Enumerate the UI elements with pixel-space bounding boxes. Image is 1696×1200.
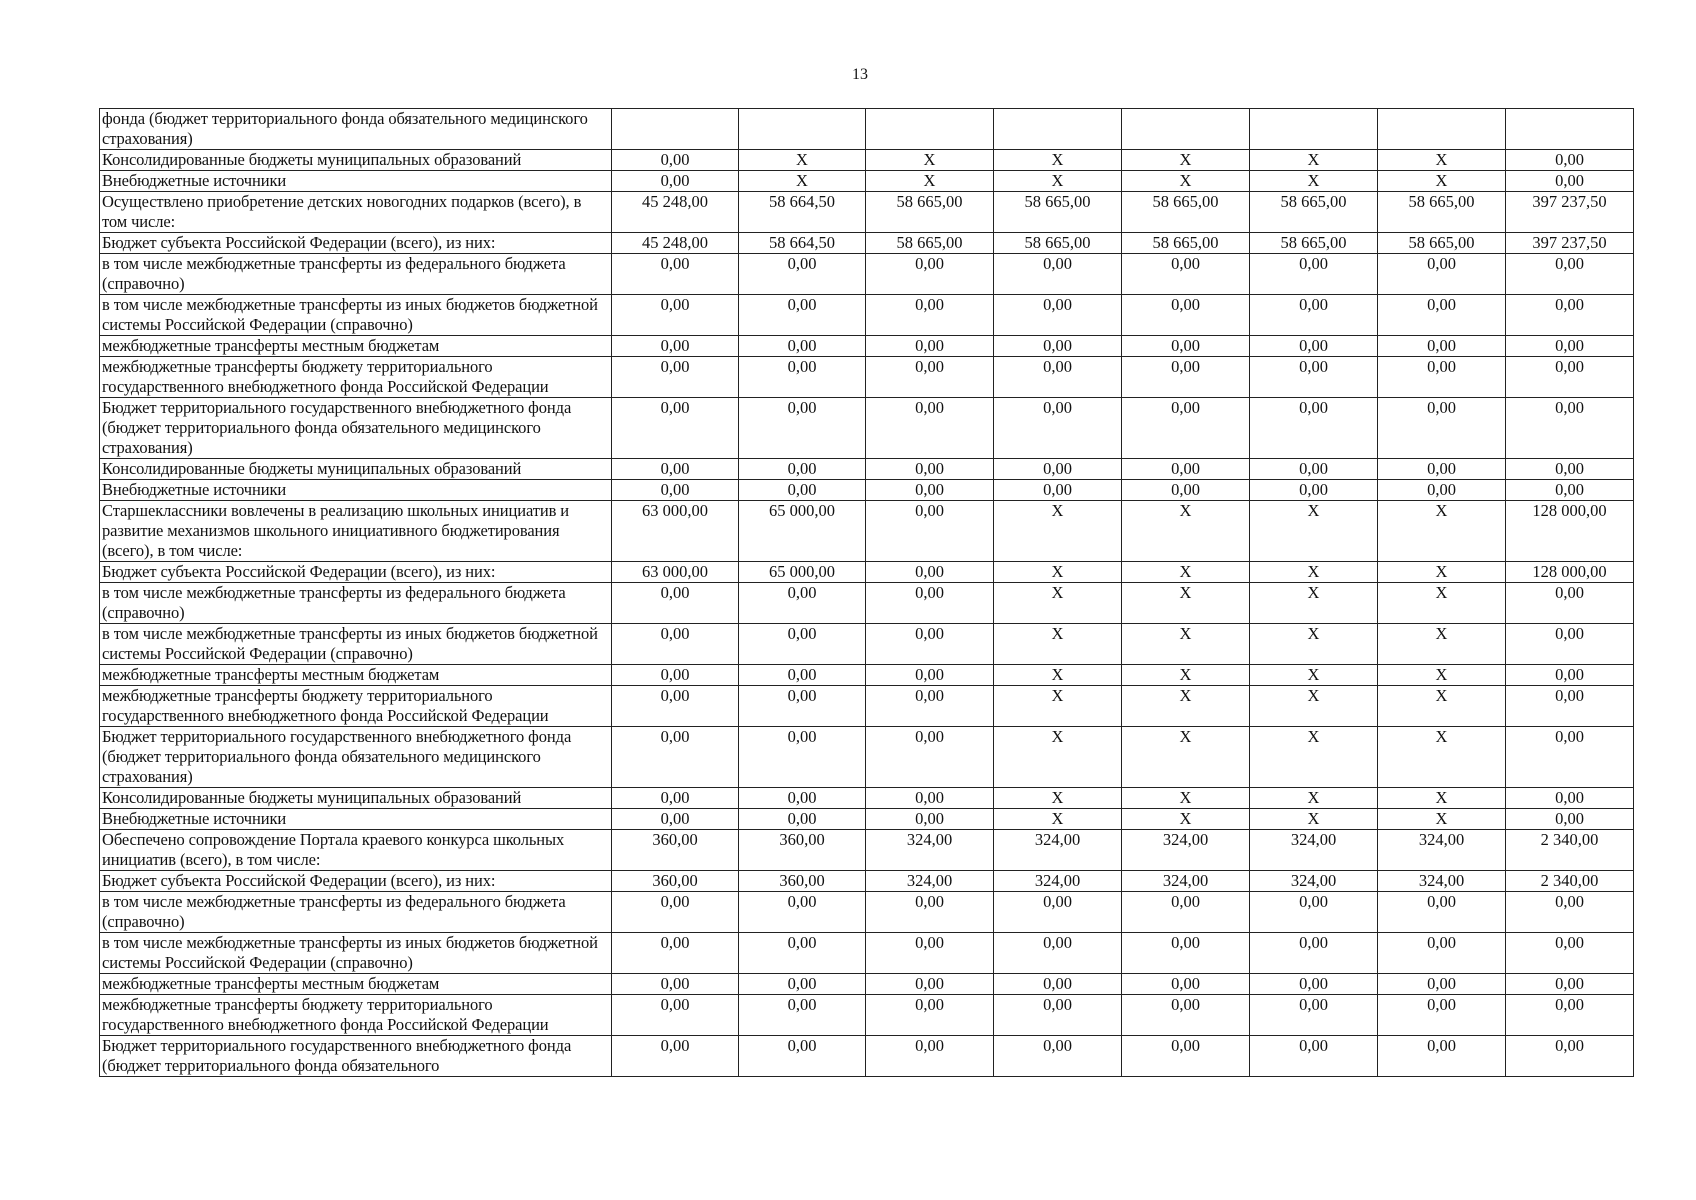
value-cell: 0,00 [612,892,739,933]
value-cell: X [994,624,1122,665]
value-cell: 0,00 [1122,398,1250,459]
table-row [100,150,1634,171]
value-cell: 0,00 [1506,727,1634,788]
value-cell: 324,00 [1250,830,1378,871]
value-cell: 0,00 [866,892,994,933]
value-cell: 360,00 [612,871,739,892]
value-cell: 0,00 [1506,974,1634,995]
value-cell: 0,00 [1378,995,1506,1036]
value-cell: 0,00 [612,995,739,1036]
row-label: Консолидированные бюджеты муниципальных образований [100,150,612,171]
value-cell: X [994,501,1122,562]
table-row [100,295,1634,336]
value-cell: 0,00 [1506,788,1634,809]
value-cell: 0,00 [866,933,994,974]
row-label: Бюджет субъекта Российской Федерации (всего), из них: [100,871,612,892]
value-cell: 0,00 [612,336,739,357]
table-row [100,892,1634,933]
value-cell: 0,00 [612,357,739,398]
value-cell: X [1122,788,1250,809]
value-cell: 0,00 [612,150,739,171]
value-cell: 324,00 [1378,871,1506,892]
value-cell: 0,00 [866,624,994,665]
value-cell: 128 000,00 [1506,501,1634,562]
value-cell: 0,00 [866,254,994,295]
value-cell: 0,00 [1506,665,1634,686]
table-row [100,665,1634,686]
value-cell: 0,00 [866,686,994,727]
value-cell: 0,00 [612,480,739,501]
row-label: межбюджетные трансферты местным бюджетам [100,665,612,686]
value-cell: 2 340,00 [1506,871,1634,892]
value-cell: 0,00 [739,583,866,624]
row-label: межбюджетные трансферты бюджету территориального государственного внебюджетного фонда Российской Федерации [100,686,612,727]
value-cell: 0,00 [1378,357,1506,398]
value-cell: 0,00 [866,583,994,624]
value-cell: X [1378,150,1506,171]
value-cell: 0,00 [866,480,994,501]
value-cell: 0,00 [739,665,866,686]
value-cell: 0,00 [1506,171,1634,192]
value-cell: 0,00 [866,727,994,788]
value-cell: X [1378,686,1506,727]
row-label: в том числе межбюджетные трансферты из федерального бюджета (справочно) [100,583,612,624]
value-cell: 0,00 [739,892,866,933]
value-cell: 0,00 [1122,933,1250,974]
table-row [100,583,1634,624]
value-cell: 58 665,00 [866,233,994,254]
value-cell: 397 237,50 [1506,233,1634,254]
value-cell: 0,00 [1250,974,1378,995]
row-label: Внебюджетные источники [100,171,612,192]
value-cell: 0,00 [1506,459,1634,480]
value-cell: 65 000,00 [739,562,866,583]
table-row [100,1036,1634,1077]
value-cell: 0,00 [994,1036,1122,1077]
value-cell: 360,00 [739,830,866,871]
value-cell: 0,00 [1250,254,1378,295]
value-cell: 0,00 [866,1036,994,1077]
value-cell: X [1250,171,1378,192]
value-cell: 0,00 [866,809,994,830]
value-cell: 0,00 [612,974,739,995]
value-cell: 0,00 [994,892,1122,933]
value-cell: 0,00 [1506,398,1634,459]
value-cell: 0,00 [1122,357,1250,398]
table-row [100,398,1634,459]
value-cell: X [866,150,994,171]
value-cell: 0,00 [1122,892,1250,933]
table-row [100,788,1634,809]
value-cell: 0,00 [1250,995,1378,1036]
row-label: межбюджетные трансферты местным бюджетам [100,336,612,357]
value-cell [1122,109,1250,150]
value-cell: 0,00 [866,562,994,583]
value-cell: X [866,171,994,192]
value-cell: 0,00 [612,459,739,480]
value-cell: 324,00 [866,871,994,892]
value-cell: X [994,562,1122,583]
row-label: Бюджет территориального государственного внебюджетного фонда (бюджет территориального фонда обязательного [100,1036,612,1077]
table-row [100,336,1634,357]
value-cell: 0,00 [1506,933,1634,974]
value-cell: 0,00 [1378,398,1506,459]
value-cell: 58 665,00 [1378,233,1506,254]
value-cell: X [1122,150,1250,171]
value-cell: X [1122,171,1250,192]
value-cell: 0,00 [739,788,866,809]
value-cell: 324,00 [994,830,1122,871]
value-cell: X [1250,150,1378,171]
value-cell [612,109,739,150]
value-cell: 0,00 [1506,583,1634,624]
value-cell: 0,00 [994,933,1122,974]
value-cell: 0,00 [612,933,739,974]
row-label: Осуществлено приобретение детских новогодних подарков (всего), в том числе: [100,192,612,233]
table-row [100,357,1634,398]
table-row [100,192,1634,233]
value-cell: X [1250,809,1378,830]
value-cell: 0,00 [612,788,739,809]
value-cell: 0,00 [1122,974,1250,995]
value-cell: 0,00 [866,974,994,995]
value-cell: 58 665,00 [1378,192,1506,233]
value-cell: 0,00 [1122,295,1250,336]
value-cell: 0,00 [1122,336,1250,357]
value-cell: 0,00 [612,624,739,665]
value-cell: X [994,727,1122,788]
value-cell: 0,00 [994,336,1122,357]
value-cell: 0,00 [994,480,1122,501]
value-cell: 397 237,50 [1506,192,1634,233]
value-cell: 0,00 [1506,254,1634,295]
value-cell: 324,00 [1378,830,1506,871]
value-cell [866,109,994,150]
value-cell: X [1378,727,1506,788]
value-cell: X [1250,727,1378,788]
value-cell: 0,00 [739,624,866,665]
table-row [100,480,1634,501]
value-cell: 0,00 [1250,336,1378,357]
table-row [100,933,1634,974]
row-label: в том числе межбюджетные трансферты из иных бюджетов бюджетной системы Российской Федерации (справочно) [100,933,612,974]
table-body [100,109,1634,1077]
value-cell: 0,00 [1122,459,1250,480]
table-row [100,809,1634,830]
value-cell: X [1378,583,1506,624]
value-cell: 0,00 [739,995,866,1036]
page-number: 13 [852,66,868,83]
value-cell: 0,00 [866,788,994,809]
value-cell: X [994,686,1122,727]
table-row [100,727,1634,788]
value-cell: X [1250,788,1378,809]
row-label: Старшеклассники вовлечены в реализацию школьных инициатив и развитие механизмов школьного инициативного бюджетирования (всего), в том числе: [100,501,612,562]
value-cell: 324,00 [1122,830,1250,871]
row-label: межбюджетные трансферты бюджету территориального государственного внебюджетного фонда Российской Федерации [100,995,612,1036]
value-cell: X [1122,562,1250,583]
row-label: Обеспечено сопровождение Портала краевого конкурса школьных инициатив (всего), в том числе: [100,830,612,871]
value-cell: 0,00 [739,254,866,295]
value-cell [1250,109,1378,150]
value-cell: X [1378,809,1506,830]
value-cell: 0,00 [866,336,994,357]
row-label: Бюджет территориального государственного внебюджетного фонда (бюджет территориального фонда обязательного медицинского страхования) [100,727,612,788]
table-row [100,501,1634,562]
table-row [100,233,1634,254]
table-row [100,624,1634,665]
value-cell: 0,00 [739,686,866,727]
row-label: межбюджетные трансферты местным бюджетам [100,974,612,995]
value-cell: 0,00 [1506,892,1634,933]
value-cell: 0,00 [1506,357,1634,398]
value-cell: 0,00 [994,974,1122,995]
value-cell: 360,00 [739,871,866,892]
value-cell: 0,00 [866,459,994,480]
row-label: Внебюджетные источники [100,809,612,830]
row-label: Внебюджетные источники [100,480,612,501]
value-cell: 0,00 [1378,295,1506,336]
value-cell: 0,00 [1378,254,1506,295]
value-cell: 0,00 [1506,480,1634,501]
value-cell: 0,00 [1378,480,1506,501]
value-cell: X [1122,727,1250,788]
value-cell: X [1250,562,1378,583]
value-cell: X [1250,665,1378,686]
value-cell: 0,00 [1378,974,1506,995]
value-cell: X [1378,501,1506,562]
value-cell: 0,00 [612,295,739,336]
value-cell: 0,00 [739,1036,866,1077]
value-cell: 0,00 [739,398,866,459]
row-label: в том числе межбюджетные трансферты из иных бюджетов бюджетной системы Российской Федерации (справочно) [100,624,612,665]
value-cell: 0,00 [739,295,866,336]
value-cell: X [1122,583,1250,624]
value-cell: 0,00 [612,254,739,295]
value-cell: 0,00 [739,357,866,398]
table-row [100,109,1634,150]
row-label: в том числе межбюджетные трансферты из иных бюджетов бюджетной системы Российской Федерации (справочно) [100,295,612,336]
value-cell: 0,00 [612,583,739,624]
value-cell: 0,00 [866,295,994,336]
value-cell: 58 664,50 [739,233,866,254]
value-cell: 0,00 [612,686,739,727]
row-label: в том числе межбюджетные трансферты из федерального бюджета (справочно) [100,892,612,933]
value-cell: 0,00 [1506,809,1634,830]
table-row [100,995,1634,1036]
value-cell: 63 000,00 [612,501,739,562]
value-cell: 0,00 [612,1036,739,1077]
value-cell: 0,00 [1122,480,1250,501]
value-cell: 360,00 [612,830,739,871]
table-row [100,686,1634,727]
value-cell: X [1378,171,1506,192]
value-cell: 324,00 [866,830,994,871]
value-cell: 0,00 [866,357,994,398]
table-row [100,171,1634,192]
value-cell: 0,00 [612,171,739,192]
value-cell: X [1378,562,1506,583]
value-cell: 0,00 [1250,398,1378,459]
table-row [100,871,1634,892]
value-cell: X [1250,686,1378,727]
value-cell: 128 000,00 [1506,562,1634,583]
value-cell: 0,00 [1506,995,1634,1036]
value-cell: 0,00 [994,398,1122,459]
value-cell: 0,00 [1122,995,1250,1036]
value-cell [739,109,866,150]
value-cell: X [1250,624,1378,665]
value-cell [994,109,1122,150]
row-label: Бюджет территориального государственного внебюджетного фонда (бюджет территориального фонда обязательного медицинского страхования) [100,398,612,459]
value-cell: 65 000,00 [739,501,866,562]
value-cell: X [1250,501,1378,562]
value-cell: 0,00 [1250,459,1378,480]
budget-table [99,108,1634,1077]
value-cell: 0,00 [1122,1036,1250,1077]
value-cell: 0,00 [866,398,994,459]
value-cell: 0,00 [1378,933,1506,974]
value-cell: X [739,150,866,171]
value-cell: 0,00 [1378,1036,1506,1077]
value-cell: 58 664,50 [739,192,866,233]
value-cell: 0,00 [994,357,1122,398]
value-cell: X [1378,665,1506,686]
row-label: фонда (бюджет территориального фонда обязательного медицинского страхования) [100,109,612,150]
value-cell: 0,00 [1250,892,1378,933]
value-cell: 0,00 [1506,624,1634,665]
row-label: в том числе межбюджетные трансферты из федерального бюджета (справочно) [100,254,612,295]
value-cell: 58 665,00 [1250,233,1378,254]
value-cell: 45 248,00 [612,233,739,254]
value-cell: 0,00 [612,665,739,686]
value-cell: 0,00 [994,995,1122,1036]
table-row [100,974,1634,995]
value-cell: X [994,809,1122,830]
value-cell: 58 665,00 [994,233,1122,254]
row-label: Консолидированные бюджеты муниципальных образований [100,788,612,809]
value-cell: X [1250,583,1378,624]
value-cell: X [1122,665,1250,686]
row-label: межбюджетные трансферты бюджету территориального государственного внебюджетного фонда Российской Федерации [100,357,612,398]
value-cell: 0,00 [1250,933,1378,974]
value-cell: 0,00 [612,809,739,830]
value-cell: 0,00 [739,933,866,974]
table-row [100,562,1634,583]
value-cell: 324,00 [1250,871,1378,892]
value-cell: 0,00 [739,974,866,995]
value-cell: 0,00 [1250,480,1378,501]
value-cell: 0,00 [1122,254,1250,295]
value-cell: 58 665,00 [1122,192,1250,233]
table-row [100,254,1634,295]
value-cell: 0,00 [1506,336,1634,357]
value-cell: 0,00 [1250,357,1378,398]
value-cell: 0,00 [739,809,866,830]
value-cell: 63 000,00 [612,562,739,583]
value-cell: 0,00 [994,295,1122,336]
value-cell [1506,109,1634,150]
value-cell: 0,00 [1506,295,1634,336]
row-label: Бюджет субъекта Российской Федерации (всего), из них: [100,562,612,583]
row-label: Консолидированные бюджеты муниципальных образований [100,459,612,480]
value-cell: 0,00 [1506,686,1634,727]
value-cell: 0,00 [739,459,866,480]
table-row [100,459,1634,480]
value-cell: 45 248,00 [612,192,739,233]
value-cell: 0,00 [612,727,739,788]
value-cell: 0,00 [994,459,1122,480]
value-cell: 2 340,00 [1506,830,1634,871]
table-row [100,830,1634,871]
value-cell: 0,00 [739,727,866,788]
value-cell: 0,00 [866,995,994,1036]
value-cell: X [1378,624,1506,665]
row-label: Бюджет субъекта Российской Федерации (всего), из них: [100,233,612,254]
value-cell: 0,00 [1378,459,1506,480]
value-cell: 0,00 [1378,336,1506,357]
value-cell: X [1122,686,1250,727]
value-cell: 58 665,00 [994,192,1122,233]
value-cell: X [1122,501,1250,562]
value-cell: 58 665,00 [1250,192,1378,233]
value-cell: X [994,583,1122,624]
value-cell: 0,00 [866,501,994,562]
value-cell: X [1378,788,1506,809]
value-cell: 0,00 [612,398,739,459]
value-cell: X [994,788,1122,809]
value-cell: 58 665,00 [1122,233,1250,254]
value-cell [1378,109,1506,150]
value-cell: 324,00 [994,871,1122,892]
value-cell: 0,00 [1378,892,1506,933]
value-cell: 0,00 [1506,1036,1634,1077]
value-cell: 324,00 [1122,871,1250,892]
value-cell: 0,00 [994,254,1122,295]
value-cell: 0,00 [739,480,866,501]
value-cell: X [994,665,1122,686]
value-cell: 58 665,00 [866,192,994,233]
value-cell: 0,00 [1250,295,1378,336]
value-cell: X [739,171,866,192]
value-cell: X [1122,624,1250,665]
value-cell: 0,00 [739,336,866,357]
value-cell: 0,00 [866,665,994,686]
value-cell: X [994,171,1122,192]
value-cell: X [1122,809,1250,830]
value-cell: X [994,150,1122,171]
value-cell: 0,00 [1250,1036,1378,1077]
value-cell: 0,00 [1506,150,1634,171]
